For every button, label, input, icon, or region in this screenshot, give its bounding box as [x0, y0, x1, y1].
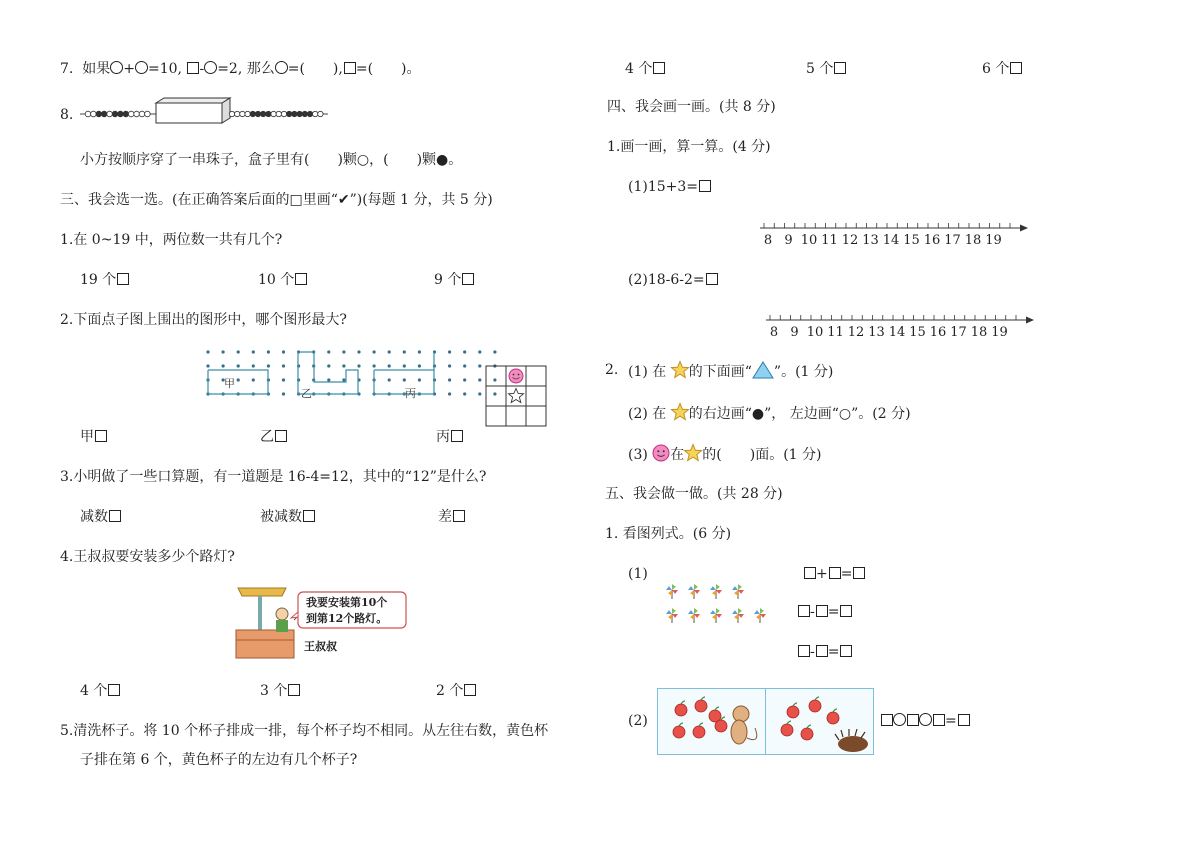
- position-grid-figure: [486, 366, 548, 428]
- tick-label: 11: [821, 233, 838, 248]
- grid-dot: [327, 378, 330, 381]
- q3-option-c[interactable]: 差: [438, 508, 465, 526]
- checkbox-icon[interactable]: [653, 62, 665, 74]
- bead: [123, 111, 129, 117]
- q5-line-2: 子排在第 6 个，黄色杯子的左边有几个杯子?: [80, 752, 358, 768]
- q4-option-a[interactable]: 4 个: [80, 682, 120, 700]
- grid-dot: [206, 350, 209, 353]
- grid-dot: [373, 350, 376, 353]
- grid-dot: [252, 350, 255, 353]
- grid-dot: [252, 364, 255, 367]
- q4-option-b[interactable]: 3 个: [260, 682, 300, 700]
- bead: [307, 111, 312, 116]
- grid-dot: [342, 364, 345, 367]
- r2-part-2: (2) 在 的右边画“●”， 左边画“○”。(2 分): [628, 403, 911, 423]
- windmill-icon: [732, 584, 744, 599]
- bead: [107, 111, 113, 117]
- windmill-icon: [666, 608, 678, 623]
- number-line-1: [760, 222, 1040, 248]
- q7-eq10: =10,: [148, 61, 182, 77]
- bead: [255, 111, 260, 116]
- bead: [318, 111, 323, 116]
- grid-dot: [463, 392, 466, 395]
- q1-option-a[interactable]: 19 个: [80, 271, 129, 289]
- box-icon: [344, 62, 356, 74]
- top-option-b[interactable]: 5 个: [806, 60, 846, 78]
- answer-box[interactable]: [706, 273, 718, 285]
- q7-number: 7.: [60, 61, 74, 77]
- section-3-title: 三、我会选一选。(在正确答案后面的□里画“✔”)(每题 1 分，共 5 分): [60, 192, 493, 208]
- grid-dot: [463, 350, 466, 353]
- bead: [266, 111, 271, 116]
- bead: [235, 111, 240, 116]
- windmill-icon: [732, 608, 744, 623]
- windmill-icon: [666, 584, 678, 599]
- bead-string-figure: [80, 100, 340, 130]
- answer-box[interactable]: [804, 567, 816, 579]
- checkbox-icon[interactable]: [95, 430, 107, 442]
- bead: [302, 111, 307, 116]
- grid-dot: [463, 364, 466, 367]
- grid-dot: [448, 378, 451, 381]
- tick-label: 8: [763, 233, 773, 248]
- r1-part-2: (2)18-6-2=: [628, 271, 718, 289]
- tick-label: 17: [950, 325, 967, 340]
- q4-option-c[interactable]: 2 个: [436, 682, 476, 700]
- svg-text:到第12个路灯。: 到第12个路灯。: [306, 612, 388, 625]
- bead: [85, 111, 91, 117]
- grid-dot: [418, 364, 421, 367]
- tick-label: 15: [909, 325, 926, 340]
- checkbox-icon[interactable]: [275, 430, 287, 442]
- bead: [292, 111, 297, 116]
- tick-label: 9: [790, 325, 799, 340]
- grid-dot: [478, 350, 481, 353]
- answer-box[interactable]: [958, 714, 970, 726]
- tick-label: 19: [985, 233, 1002, 248]
- q5-line-1: 5.清洗杯子。将 10 个杯子排成一排，每个杯子均不相同。从左往右数，黄色杯: [60, 723, 549, 739]
- circle-icon: [135, 61, 148, 74]
- svg-text:我要安装第10个: 我要安装第10个: [306, 596, 388, 609]
- tick-label: 16: [929, 325, 947, 340]
- bead: [128, 111, 134, 117]
- q2-text: 2.下面点子图上围出的图形中，哪个图形最大?: [60, 312, 347, 328]
- checkbox-icon[interactable]: [1010, 62, 1022, 74]
- grid-dot: [282, 350, 285, 353]
- answer-box[interactable]: [933, 714, 945, 726]
- grid-dot: [282, 392, 285, 395]
- bead: [91, 111, 97, 117]
- grid-dot: [493, 350, 496, 353]
- svg-text:王叔叔: 王叔叔: [304, 640, 337, 653]
- checkbox-icon[interactable]: [109, 510, 121, 522]
- r3-text: 1. 看图列式。(6 分): [605, 526, 732, 542]
- checkbox-icon[interactable]: [451, 430, 463, 442]
- apples-figure: [657, 688, 875, 756]
- bead: [139, 111, 145, 117]
- bead: [134, 111, 140, 117]
- answer-box[interactable]: [881, 714, 893, 726]
- svg-text:乙: 乙: [301, 387, 312, 400]
- grid-dot: [357, 350, 360, 353]
- r3-part-2-label: (2): [628, 713, 648, 729]
- minus-sign: -: [199, 61, 205, 77]
- grid-dot: [267, 364, 270, 367]
- answer-box[interactable]: [816, 645, 828, 657]
- q1-option-c[interactable]: 9 个: [434, 271, 474, 289]
- answer-box[interactable]: [798, 645, 810, 657]
- tick-label: 13: [868, 325, 885, 340]
- r2-part-1: (1) 在 的下面画“ ”。(1 分): [628, 361, 833, 381]
- q1-text: 1.在 0~19 中，两位数一共有几个?: [60, 232, 283, 248]
- arrow-icon: [1020, 225, 1028, 232]
- circle-icon: [110, 61, 123, 74]
- checkbox-icon[interactable]: [453, 510, 465, 522]
- arrow-icon: [1026, 317, 1034, 324]
- question-7: [60, 60, 421, 78]
- tick-label: 13: [862, 233, 879, 248]
- tick-label: 15: [903, 233, 920, 248]
- grid-dot: [388, 378, 391, 381]
- grid-dot: [237, 350, 240, 353]
- triangle-icon: [752, 361, 774, 379]
- grid-dot: [252, 378, 255, 381]
- grid-dot: [327, 364, 330, 367]
- tick-label: 19: [991, 325, 1008, 340]
- grid-dot: [478, 364, 481, 367]
- section-4-title: 四、我会画一画。(共 8 分): [607, 99, 776, 115]
- answer-box[interactable]: [829, 567, 841, 579]
- tick-label: 18: [970, 325, 988, 340]
- top-option-a[interactable]: 4 个: [625, 60, 665, 78]
- r2-part-3: (3) 在 的( )面。(1 分): [628, 444, 822, 464]
- q2-option-a[interactable]: 甲: [80, 428, 107, 446]
- r1-part-1: (1)15+3=: [628, 178, 711, 196]
- box-icon: [187, 62, 199, 74]
- answer-box[interactable]: [840, 645, 852, 657]
- tick-label: 14: [882, 233, 900, 248]
- q8-text: 小方按顺序穿了一串珠子，盒子里有( )颗○，( )颗●。: [80, 152, 463, 168]
- q2-option-c[interactable]: 丙: [436, 428, 463, 446]
- bead: [276, 111, 281, 116]
- checkbox-icon[interactable]: [834, 62, 846, 74]
- windmill-icon: [710, 584, 722, 599]
- grid-dot: [267, 350, 270, 353]
- star-icon: [684, 444, 702, 462]
- dot-grid-figure: [200, 348, 450, 408]
- q7-prefix: 如果: [82, 61, 111, 77]
- grid-dot: [418, 378, 421, 381]
- bead: [271, 111, 276, 116]
- checkbox-icon[interactable]: [464, 684, 476, 696]
- answer-box[interactable]: [907, 714, 919, 726]
- windmill-icon: [688, 584, 700, 599]
- bead: [250, 111, 255, 116]
- answer-box[interactable]: [840, 605, 852, 617]
- q4-text: 4.王叔叔要安装多少个路灯?: [60, 549, 235, 565]
- bead: [96, 111, 102, 117]
- answer-box[interactable]: [798, 605, 810, 617]
- windmill-icon: [754, 608, 766, 623]
- grid-dot: [222, 350, 225, 353]
- equation-add: + =: [803, 565, 865, 583]
- windmill-icon: [710, 608, 722, 623]
- smiley-face-icon: [652, 444, 670, 462]
- top-option-c[interactable]: 6 个: [982, 60, 1022, 78]
- q3-option-a[interactable]: 减数: [80, 508, 121, 526]
- tick-label: 18: [964, 233, 982, 248]
- r3-part-1-label: (1): [628, 566, 648, 582]
- windmill-icon: [688, 608, 700, 623]
- checkbox-icon[interactable]: [288, 684, 300, 696]
- q7-eq2: =2, 那么: [217, 61, 275, 77]
- bead: [229, 111, 234, 116]
- windmills-figure: [664, 580, 779, 626]
- bead: [101, 111, 107, 117]
- tick-label: 17: [944, 233, 961, 248]
- grid-dot: [388, 364, 391, 367]
- checkbox-icon[interactable]: [462, 273, 474, 285]
- tick-label: 11: [827, 325, 844, 340]
- street-lamp-worker-figure: [236, 584, 416, 662]
- bead: [112, 111, 118, 117]
- grid-dot: [403, 364, 406, 367]
- answer-box[interactable]: [816, 605, 828, 617]
- svg-text:甲: 甲: [224, 377, 235, 390]
- operator-circle[interactable]: [919, 713, 932, 726]
- grid-dot: [222, 364, 225, 367]
- grid-dot: [206, 364, 209, 367]
- grid-dot: [237, 378, 240, 381]
- bead: [245, 111, 250, 116]
- checkbox-icon[interactable]: [117, 273, 129, 285]
- bead: [313, 111, 318, 116]
- star-icon: [671, 403, 689, 421]
- grid-dot: [463, 378, 466, 381]
- tick-label: 8: [769, 325, 779, 340]
- answer-box[interactable]: [699, 180, 711, 192]
- grid-dot: [388, 350, 391, 353]
- q7-answer-b: =( )。: [355, 61, 421, 77]
- circle-icon: [204, 61, 217, 74]
- bead: [118, 111, 124, 117]
- grid-dot: [478, 378, 481, 381]
- tick-label: 16: [923, 233, 941, 248]
- tick-label: 12: [847, 325, 865, 340]
- grid-dot: [282, 378, 285, 381]
- bead: [240, 111, 245, 116]
- bead: [297, 111, 302, 116]
- grid-dot: [373, 364, 376, 367]
- q7-answer-a: =( ),: [287, 61, 343, 77]
- grid-dot: [327, 350, 330, 353]
- grid-dot: [342, 378, 345, 381]
- checkbox-icon[interactable]: [295, 273, 307, 285]
- tick-label: 10: [800, 233, 818, 248]
- equation-blank: =: [880, 712, 970, 730]
- r2-number: 2.: [605, 362, 619, 378]
- circle-icon: [275, 61, 288, 74]
- grid-dot: [282, 364, 285, 367]
- svg-text:丙: 丙: [405, 387, 416, 400]
- r1-text: 1.画一画，算一算。(4 分): [607, 139, 771, 155]
- operator-circle[interactable]: [893, 713, 906, 726]
- checkbox-icon[interactable]: [303, 510, 315, 522]
- equation-subtract-1: - =: [797, 603, 852, 621]
- number-line-2: [766, 314, 1046, 340]
- grid-dot: [357, 364, 360, 367]
- checkbox-icon[interactable]: [108, 684, 120, 696]
- section-5-title: 五、我会做一做。(共 28 分): [605, 486, 783, 502]
- q8-number: 8.: [60, 107, 74, 123]
- grid-dot: [448, 392, 451, 395]
- tick-label: 12: [841, 233, 859, 248]
- grid-dot: [418, 350, 421, 353]
- q2-option-b[interactable]: 乙: [260, 428, 287, 446]
- q3-text: 3.小明做了一些口算题，有一道题是 16-4=12，其中的“12”是什么?: [60, 469, 487, 485]
- bead: [261, 111, 266, 116]
- tick-label: 10: [806, 325, 824, 340]
- q1-option-b[interactable]: 10 个: [258, 271, 307, 289]
- grid-dot: [448, 350, 451, 353]
- tick-label: 14: [888, 325, 906, 340]
- grid-dot: [403, 378, 406, 381]
- star-icon: [671, 361, 689, 379]
- grid-dot: [403, 350, 406, 353]
- equation-subtract-2: - =: [797, 643, 852, 661]
- grid-dot: [448, 364, 451, 367]
- bead: [145, 111, 151, 117]
- q3-option-b[interactable]: 被减数: [260, 508, 315, 526]
- bead: [287, 111, 292, 116]
- grid-dot: [478, 392, 481, 395]
- grid-dot: [342, 350, 345, 353]
- answer-box[interactable]: [853, 567, 865, 579]
- grid-dot: [237, 364, 240, 367]
- plus-sign: +: [123, 61, 135, 77]
- bead: [281, 111, 286, 116]
- tick-label: 9: [784, 233, 793, 248]
